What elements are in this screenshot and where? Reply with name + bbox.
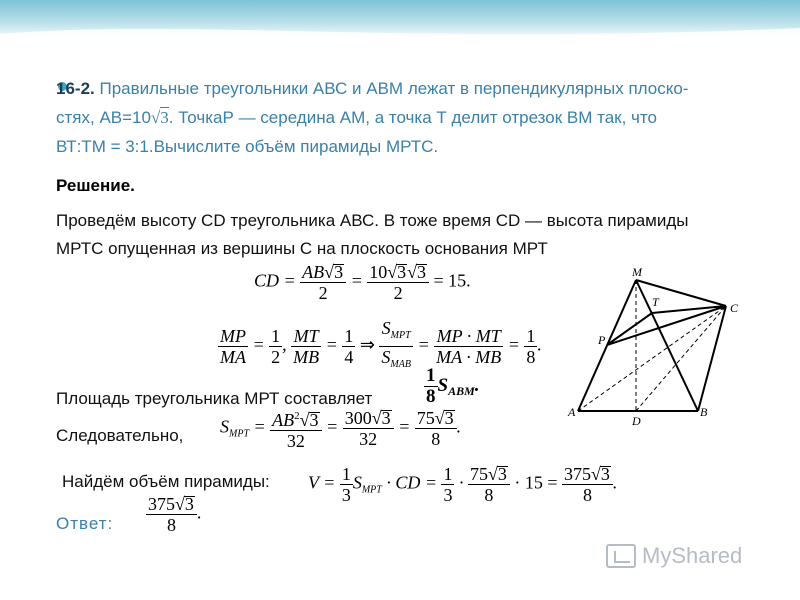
label-m: M	[632, 268, 642, 279]
edge-bc	[698, 306, 726, 411]
label-d: D	[632, 414, 641, 428]
solution-paragraph	[56, 207, 756, 263]
area-formula: $\frac{1}{8}$ $S_{ABM}$.	[426, 365, 480, 407]
therefore-text: Следовательно,	[56, 426, 184, 445]
problem-line-2a: стях, АВ=10	[56, 108, 151, 127]
para-line-1: Проведём высоту CD треугольника АВС. В тоже время CD — высота пирамиды	[56, 211, 689, 230]
edge-mb	[636, 280, 698, 411]
cd-formula: CD = $\frac{AB√3}{2}$ = $\frac{10√3√3}{2}$ = 15.	[254, 262, 471, 303]
para-line-2: МРТС опущенная из вершины С на плоскость основания МРТ	[56, 239, 548, 258]
ratio-formula: $\frac{MP}{MA}$ = $\frac{1}{2}$ , $\frac{MT}{MB}$ = $\frac{1}{4}$ ⇒ $\frac{S_{MPT}}{S_{MAB}}$ = $\frac{MP \cdot MT}{MA \cdot MB}$ = $\frac{1}{8}$ .	[220, 318, 542, 370]
problem-line-3: ВТ:ТМ = 3:1.Вычислите объём пирамиды МРТС.	[56, 137, 439, 156]
problem-sqrt: √3	[150, 108, 169, 127]
smpt-formula: $S_{MPT}$ = $\frac{AB^2√3}{32}$ = $\frac{300√3}{32}$ = $\frac{75√3}{8}$ .	[220, 408, 462, 451]
area-text: Площадь треугольника МРТ составляет	[56, 389, 373, 408]
presentation-icon	[606, 544, 636, 568]
volume-text: Найдём объём пирамиды:	[62, 472, 270, 491]
watermark-text: MyShared	[642, 543, 743, 568]
answer-formula: $\frac{375√3}{8}$ .	[148, 494, 202, 535]
volume-formula: V = $\frac{1}{3}$ $S_{MPT}$ · CD = $\frac{1}{3}$ · $\frac{75√3}{8}$ · 15 = $\frac{375√3}{8}$ .	[308, 464, 618, 505]
label-b: B	[700, 405, 708, 419]
edge-ma	[578, 280, 636, 411]
top-banner	[0, 0, 800, 40]
pyramid-diagram	[564, 268, 764, 433]
label-c: C	[730, 301, 739, 315]
label-p: P	[598, 333, 606, 347]
answer-label: Ответ:	[56, 514, 114, 533]
label-t: T	[652, 295, 659, 309]
solution-title: Решение.	[56, 176, 135, 195]
edge-mc	[636, 280, 726, 306]
problem-number: 16-2.	[56, 79, 95, 98]
problem-line-2b: . ТочкаР — середина АМ, а точка Т делит отрезок ВМ так, что	[168, 108, 657, 127]
banner-wave-decoration	[0, 18, 800, 48]
label-a: A	[568, 405, 576, 419]
watermark	[606, 540, 776, 572]
problem-line-1: Правильные треугольники АВС и АВМ лежат в перпендикулярных плоско-	[94, 79, 689, 98]
problem-statement	[56, 74, 756, 161]
